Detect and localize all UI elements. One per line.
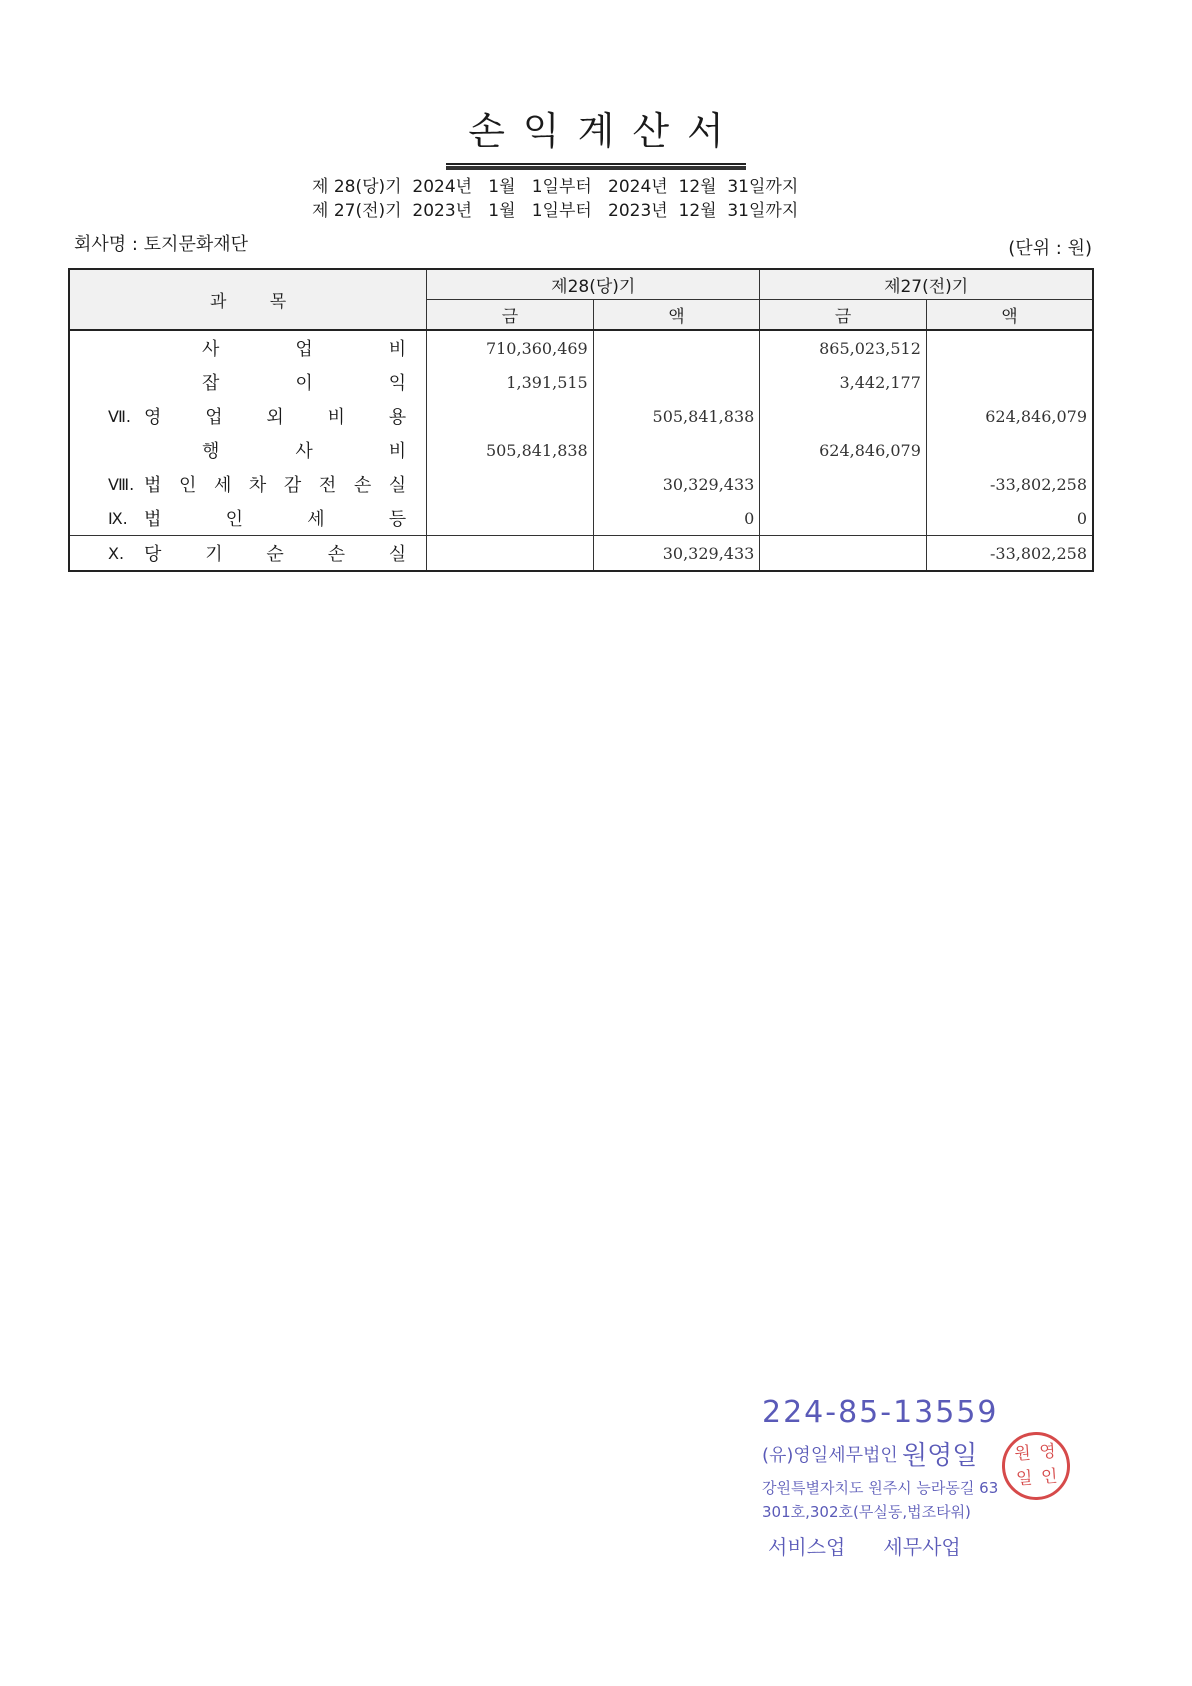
firm-name: (유)영일세무법인 — [762, 1445, 898, 1466]
label-char: 법 — [144, 475, 162, 496]
row-label — [202, 335, 406, 361]
label-char: 외 — [266, 407, 284, 428]
business-type: 서비스업 세무사업 — [768, 1535, 961, 1559]
row-label-cell — [69, 399, 427, 433]
row-label — [144, 540, 406, 566]
amount-cell-pri-a — [760, 536, 927, 572]
table-row — [69, 399, 1093, 433]
amount-cell-cur-a — [427, 501, 594, 536]
table-row — [69, 365, 1093, 399]
label-char: 실 — [388, 475, 407, 496]
label-char: 사 — [295, 441, 313, 462]
amount-cell-cur-b — [593, 330, 760, 365]
table-row — [69, 467, 1093, 501]
label-char: 당 — [144, 544, 162, 565]
label-char: 사 — [202, 339, 220, 360]
label-char: 익 — [388, 373, 407, 394]
period-prior: 제 27(전)기 2023년 1월 1일부터 2023년 12월 31일까지 — [312, 201, 799, 221]
amount-header-prior-right: 액 — [926, 300, 1093, 331]
row-label-cell — [69, 536, 427, 572]
amount-cell-pri-b: -33,802,258 — [926, 467, 1093, 501]
amount-cell-pri-b: 0 — [926, 501, 1093, 536]
amount-cell-cur-a — [427, 399, 594, 433]
label-char: 영 — [144, 407, 162, 428]
label-char: 감 — [283, 475, 302, 496]
label-char: 이 — [295, 373, 313, 394]
row-label — [144, 471, 406, 497]
label-char: 잡 — [202, 373, 220, 394]
registration-number: 224-85-13559 — [762, 1395, 999, 1430]
table-row — [69, 330, 1093, 365]
row-label — [202, 437, 406, 463]
label-char: 기 — [205, 544, 223, 565]
row-number: Ⅹ. — [108, 543, 125, 563]
amount-cell-cur-b: 0 — [593, 501, 760, 536]
prior-period-header: 제27(전)기 — [760, 269, 1093, 300]
amount-cell-cur-a: 710,360,469 — [427, 330, 594, 365]
table-row — [69, 501, 1093, 536]
label-char: 세 — [307, 509, 325, 530]
label-char: 인 — [225, 509, 243, 530]
amount-cell-pri-a: 865,023,512 — [760, 330, 927, 365]
company-name: 회사명 : 토지문화재단 — [74, 234, 248, 255]
seal-char: 원 — [1013, 1443, 1032, 1465]
amount-cell-cur-a — [427, 536, 594, 572]
amount-cell-pri-b — [926, 433, 1093, 467]
amount-header-current-right: 액 — [593, 300, 760, 331]
label-char: 차 — [248, 475, 267, 496]
label-char: 행 — [202, 441, 220, 462]
row-label — [202, 369, 406, 395]
amount-cell-pri-b: -33,802,258 — [926, 536, 1093, 572]
table-row — [69, 536, 1093, 572]
row-label — [144, 403, 406, 429]
label-char: 인 — [178, 475, 197, 496]
amount-cell-pri-a — [760, 467, 927, 501]
label-char: 전 — [318, 475, 337, 496]
seal-char: 인 — [1040, 1466, 1059, 1488]
label-char: 세 — [213, 475, 232, 496]
current-period-header: 제28(당)기 — [427, 269, 760, 300]
row-number: Ⅷ. — [108, 474, 135, 494]
seal-char: 일 — [1015, 1468, 1034, 1490]
title-wrap — [0, 100, 1192, 165]
row-number: Ⅸ. — [108, 508, 128, 528]
subject-header: 과 목 — [69, 269, 427, 330]
amount-header-current-left: 금 — [427, 300, 594, 331]
amount-cell-pri-a: 3,442,177 — [760, 365, 927, 399]
row-label-cell — [69, 501, 427, 536]
amount-cell-cur-a — [427, 467, 594, 501]
amount-cell-cur-a: 1,391,515 — [427, 365, 594, 399]
amount-cell-pri-a: 624,846,079 — [760, 433, 927, 467]
amount-cell-cur-b: 30,329,433 — [593, 467, 760, 501]
amount-cell-pri-b — [926, 330, 1093, 365]
amount-header-prior-left: 금 — [760, 300, 927, 331]
seal-char: 영 — [1038, 1441, 1057, 1463]
period-current: 제 28(당)기 2024년 1월 1일부터 2024년 12월 31일까지 — [312, 177, 799, 197]
unit-label: (단위 : 원) — [1008, 238, 1092, 259]
document-title: 손익계산서 — [446, 100, 746, 165]
label-char: 실 — [388, 544, 407, 565]
address-line-1: 강원특별자치도 원주시 능라동길 63 — [762, 1479, 999, 1497]
row-label — [144, 505, 406, 531]
table-body — [69, 330, 1093, 571]
amount-cell-cur-b — [593, 433, 760, 467]
label-char: 손 — [353, 475, 372, 496]
label-char: 비 — [388, 441, 407, 462]
label-char: 용 — [388, 407, 407, 428]
row-label-cell — [69, 330, 427, 365]
amount-cell-cur-b: 30,329,433 — [593, 536, 760, 572]
label-char: 비 — [327, 407, 345, 428]
amount-cell-cur-b: 505,841,838 — [593, 399, 760, 433]
label-char: 등 — [388, 509, 407, 530]
address-line-2: 301호,302호(무실동,법조타워) — [762, 1503, 971, 1521]
label-char: 업 — [205, 407, 223, 428]
amount-cell-pri-b: 624,846,079 — [926, 399, 1093, 433]
representative-name: 원영일 — [902, 1441, 978, 1471]
amount-cell-pri-b — [926, 365, 1093, 399]
row-label-cell — [69, 365, 427, 399]
amount-cell-cur-a: 505,841,838 — [427, 433, 594, 467]
label-char: 비 — [388, 339, 407, 360]
table-row — [69, 433, 1093, 467]
row-label-cell — [69, 433, 427, 467]
label-char: 순 — [266, 544, 284, 565]
label-char: 손 — [327, 544, 345, 565]
amount-cell-pri-a — [760, 399, 927, 433]
amount-cell-cur-b — [593, 365, 760, 399]
income-statement-table — [68, 268, 1094, 572]
amount-cell-pri-a — [760, 501, 927, 536]
label-char: 업 — [295, 339, 313, 360]
row-label-cell — [69, 467, 427, 501]
label-char: 법 — [144, 509, 162, 530]
row-number: Ⅶ. — [108, 406, 131, 426]
